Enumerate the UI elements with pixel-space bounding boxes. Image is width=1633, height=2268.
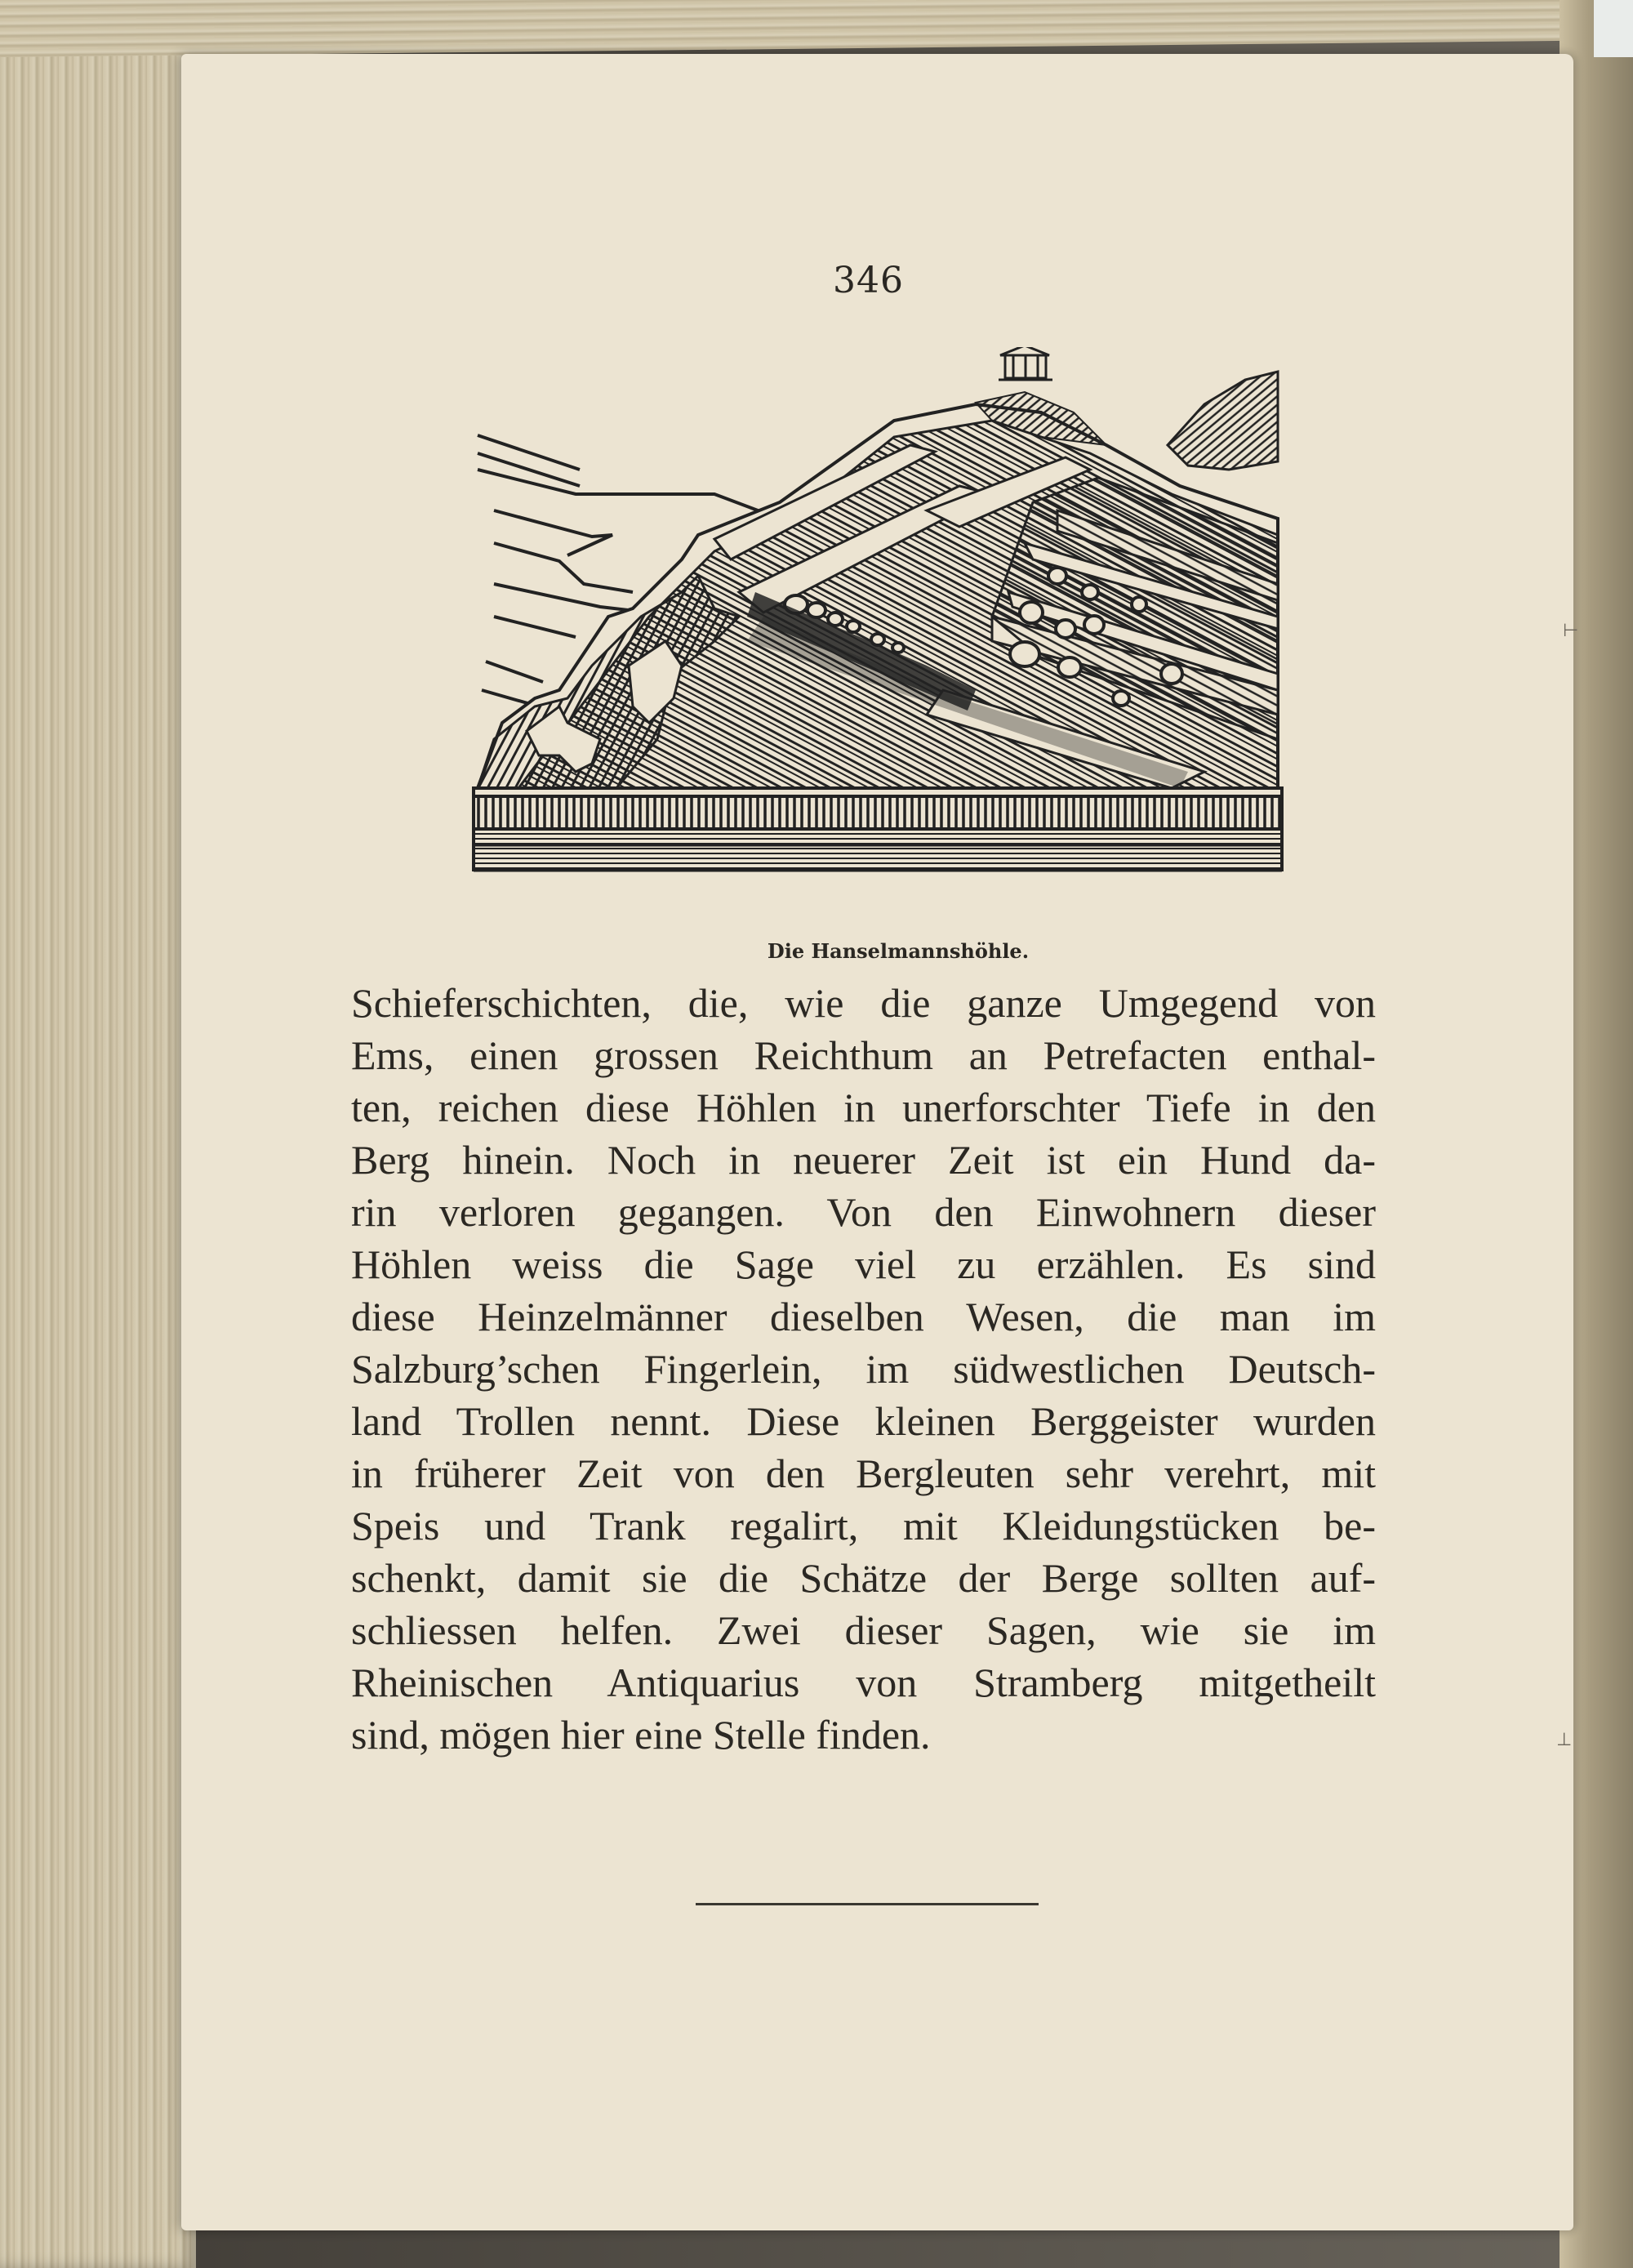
- body-line: diese Heinzelmänner dieselben Wesen, die man im: [351, 1294, 1376, 1339]
- page-stack-top: [0, 0, 1625, 57]
- body-line: rin verloren gegangen. Von den Einwohnern dieser: [351, 1189, 1376, 1235]
- body-line: Rheinischen Antiquarius von Stramberg mitgetheilt: [351, 1660, 1376, 1705]
- right-tab: [1594, 0, 1633, 57]
- end-rule-divider: [696, 1903, 1039, 1905]
- body-paragraph: [351, 977, 1376, 1761]
- margin-mark: ⊥: [1556, 1730, 1573, 1750]
- page-stack-edges: [0, 0, 196, 2268]
- page-number: 346: [833, 260, 904, 301]
- body-line: sind, mögen hier eine Stelle finden.: [351, 1712, 931, 1758]
- body-line: ten, reichen diese Höhlen in unerforschter Tiefe in den: [351, 1085, 1376, 1130]
- body-line: schliessen helfen. Zwei dieser Sagen, wie sie im: [351, 1607, 1376, 1653]
- body-line: Höhlen weiss die Sage viel zu erzählen. Es sind: [351, 1241, 1376, 1287]
- body-line: Schieferschichten, die, wie die ganze Umgegend von: [351, 980, 1376, 1026]
- body-line: in früherer Zeit von den Bergleuten sehr verehrt, mit: [351, 1450, 1376, 1496]
- body-line: Speis und Trank regalirt, mit Kleidungstücken be-: [351, 1503, 1376, 1548]
- body-line: Berg hinein. Noch in neuerer Zeit ist ein Hund da-: [351, 1137, 1376, 1183]
- figure-caption: Die Hanselmannshöhle.: [767, 939, 1030, 963]
- body-line: Ems, einen grossen Reichthum an Petrefacten enthal-: [351, 1032, 1376, 1078]
- margin-mark: ⊢: [1563, 621, 1579, 641]
- hanselmannshoehle-illustration: [469, 347, 1286, 947]
- body-line: land Trollen nennt. Diese kleinen Berggeister wurden: [351, 1398, 1376, 1444]
- body-line: schenkt, damit sie die Schätze der Berge sollten auf-: [351, 1555, 1376, 1601]
- body-line: Salzburg’schen Fingerlein, im südwestlichen Deutsch-: [351, 1346, 1376, 1392]
